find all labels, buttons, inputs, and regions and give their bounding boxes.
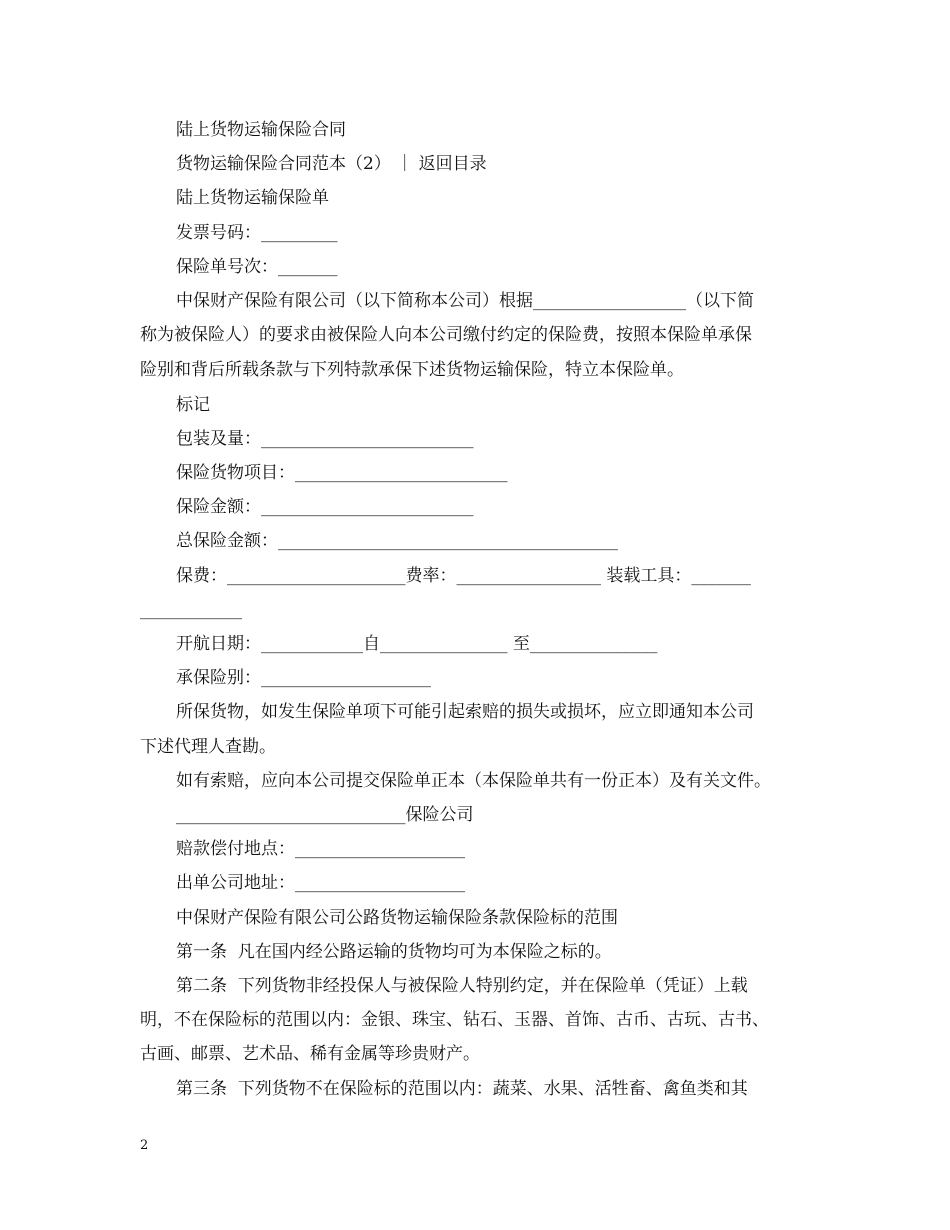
marks-label: 标记 [176, 395, 210, 415]
claim-payment-place-field: 赔款偿付地点：____________________ [176, 839, 465, 859]
paragraph-line: 所保货物，如发生保险单项下可能引起索赔的损失或损坏，应立即通知本公司 [176, 702, 754, 722]
paragraph-line: 险别和背后所载条款与下列特款承保下述货物运输保险，特立本保险单。 [140, 360, 684, 380]
paragraph-line: 中保财产保险有限公司（以下简称本公司）根据__________________（以下简 [176, 291, 754, 311]
paragraph-line: 如有索赔，应向本公司提交保险单正本（本保险单共有一份正本）及有关文件。 [176, 771, 771, 791]
paragraph-line: 下述代理人查勘。 [140, 737, 276, 757]
article-3-line: 第三条 下列货物不在保险标的范围以内：蔬菜、水果、活牲畜、禽鱼类和其 [176, 1079, 748, 1099]
goods-item-field: 保险货物项目：_________________________ [176, 463, 508, 483]
coverage-field: 承保险别：____________________ [176, 668, 431, 688]
insured-amount-field: 保险金额：_________________________ [176, 497, 474, 517]
departure-date-field: 开航日期：____________自_______________ 至_______________ [176, 634, 658, 654]
article-1: 第一条 凡在国内经公路运输的货物均可为本保险之标的。 [176, 942, 612, 962]
policy-number-field: 保险单号次：_______ [176, 257, 338, 277]
clause-heading: 中保财产保险有限公司公路货物运输保险条款保险标的范围 [176, 908, 618, 928]
article-2-line: 第二条 下列货物非经投保人与被保险人特别约定，并在保险单（凭证）上载 [176, 976, 748, 996]
return-toc-link[interactable]: 货物运输保险合同范本（2） ｜ 返回目录 [176, 154, 487, 174]
doc-title: 陆上货物运输保险合同 [176, 120, 346, 140]
paragraph-line: 称为被保险人）的要求由被保险人向本公司缴付约定的保险费，按照本保险单承保 [140, 325, 752, 345]
page-number: 2 [140, 1138, 149, 1153]
issuing-office-address-field: 出单公司地址：____________________ [176, 873, 465, 893]
article-2-line: 古画、邮票、艺术品、稀有金属等珍贵财产。 [140, 1044, 480, 1064]
invoice-number-field: 发票号码：_________ [176, 223, 338, 243]
article-2-line: 明，不在保险标的范围以内：金银、珠宝、钻石、玉器、首饰、古币、古玩、古书、 [140, 1010, 769, 1030]
total-insured-amount-field: 总保险金额：________________________________________ [176, 531, 618, 551]
blank-continuation: ____________ [140, 600, 242, 620]
premium-rate-conveyance-field: 保费：_____________________费率：_________________ 装载工具：_______ [176, 566, 751, 586]
section-title: 陆上货物运输保险单 [176, 188, 329, 208]
packing-field: 包装及量：_________________________ [176, 429, 474, 449]
insurer-field: ___________________________保险公司 [176, 805, 474, 825]
